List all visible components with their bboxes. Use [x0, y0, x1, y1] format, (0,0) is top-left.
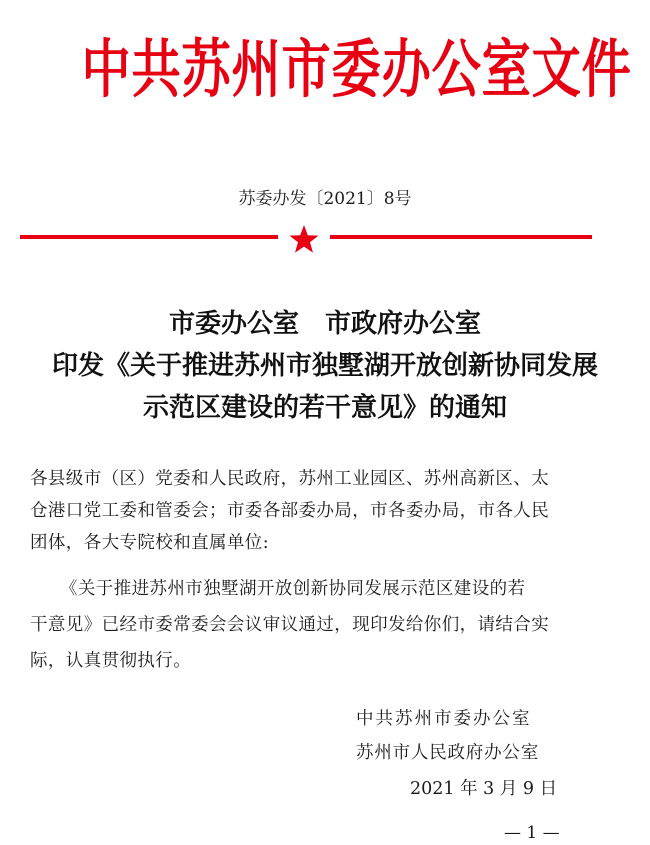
red-divider-left [20, 235, 278, 239]
addressee-line-1: 各县级市（区）党委和人民政府，苏州工业园区、苏州高新区、太 [30, 469, 550, 489]
notice-title-line-3: 示范区建设的若干意见》的通知 [142, 393, 507, 423]
star-icon [288, 224, 320, 254]
notice-title-line-1: 市委办公室 市政府办公室 [168, 309, 481, 339]
issue-date: 2021 年 3 月 9 日 [410, 779, 558, 799]
body-paragraph-line-2: 干意见》已经市委常委会会议审议通过，现印发给你们，请结合实 [30, 615, 550, 635]
document-header-title: 中共苏州市委办公室文件 [81, 33, 632, 107]
body-paragraph-line-3: 际，认真贯彻执行。 [30, 651, 192, 671]
body-paragraph-line-1: 《关于推进苏州市独墅湖开放创新协同发展示范区建设的若 [60, 579, 526, 599]
addressee-line-3: 团体，各大专院校和直属单位: [30, 533, 269, 553]
signature-party-office: 中共苏州市委办公室 [356, 709, 532, 729]
red-divider-right [330, 235, 592, 239]
page-number: — 1 — [504, 823, 560, 843]
notice-title-line-2: 印发《关于推进苏州市独墅湖开放创新协同发展 [51, 351, 598, 381]
addressee-line-2: 仓港口党工委和管委会；市委各部委办局，市各委办局，市各人民 [30, 501, 550, 521]
document-number: 苏委办发〔2021〕8号 [238, 189, 412, 209]
signature-government-office: 苏州市人民政府办公室 [356, 743, 539, 763]
